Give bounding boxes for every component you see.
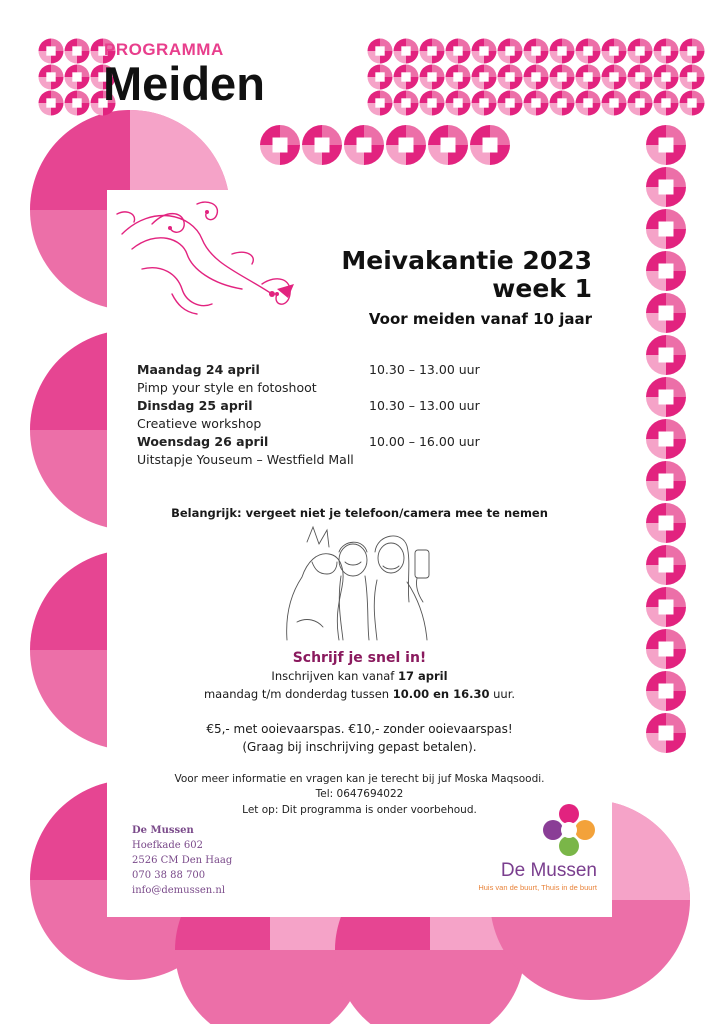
schedule-time: 10.30 – 13.00 uur [369,398,480,413]
flyer-card [107,190,612,917]
logo-name: De Mussen [500,860,597,881]
girls-selfie-illustration [257,522,447,642]
signup-times: 10.00 en 16.30 [392,687,490,701]
pattern-tile [654,91,679,116]
schedule-day: Maandag 24 april [137,362,260,377]
event-title: Meivakantie 2023 [341,246,592,275]
signup-line-2-suffix: uur. [493,687,516,701]
pattern-tile [576,39,601,64]
pattern-tile [428,125,468,165]
signup-date: 17 april [398,669,448,683]
schedule-activity: Uitstapje Youseum – Westfield Mall [137,452,354,467]
pattern-tile [394,39,419,64]
schedule-day: Woensdag 26 april [137,434,269,449]
signup-line-1 [107,669,612,683]
pattern-tile [654,39,679,64]
pattern-tile [576,91,601,116]
pattern-tile [602,91,627,116]
pattern-tile [646,167,686,207]
flourish-ornament [112,194,302,324]
event-subtitle: week 1 [492,274,592,303]
schedule-activity: Pimp your style en fotoshoot [137,380,317,395]
pattern-tile [394,65,419,90]
pattern-tile [602,65,627,90]
pattern-tile [472,39,497,64]
pattern-tile [680,91,705,116]
pattern-tile [420,65,445,90]
disclaimer: Let op: Dit programma is onder voorbehoud. [242,804,477,816]
signup-line-2-text: maandag t/m donderdag tussen [203,687,390,701]
pattern-tile [550,65,575,90]
schedule-time: 10.30 – 13.00 uur [369,362,480,377]
info-line-1: Voor meer informatie en vragen kan je terecht bij juf Moska Maqsoodi. [174,773,545,785]
pattern-tile [646,587,686,627]
programma-label: PROGRAMMA [104,40,224,59]
signup-line-2 [107,687,612,701]
signup-line-1-text: Inschrijven kan vanaf [271,669,395,683]
schedule-time: 10.00 – 16.00 uur [369,434,480,449]
pattern-tile [368,91,393,116]
pattern-tile [65,91,90,116]
pattern-tile [472,91,497,116]
pattern-tile [39,39,64,64]
pattern-tile [576,65,601,90]
pattern-tile [39,91,64,116]
pattern-tile [646,377,686,417]
pattern-tile [602,39,627,64]
pattern-tile [344,125,384,165]
pattern-tile [498,91,523,116]
pattern-tile [646,209,686,249]
schedule-day-row [137,434,577,452]
audience-text: Voor meiden vanaf 10 jaar [368,310,592,328]
price-line-1: €5,- met ooievaarspas. €10,- zonder ooievaarspas! [206,722,513,736]
address-block [132,823,232,898]
pattern-tile [646,503,686,543]
pattern-tile [260,125,300,165]
page-title: Meiden [103,57,265,110]
pattern-tile [446,65,471,90]
pattern-tile [420,91,445,116]
address-email: info@demussen.nl [132,885,226,896]
pattern-tile [368,65,393,90]
pattern-tile [680,39,705,64]
schedule-day: Dinsdag 25 april [137,398,253,413]
pattern-tile [646,335,686,375]
pattern-tile [628,39,653,64]
schedule-day-row [137,362,577,380]
info-phone: Tel: 0647694022 [315,788,404,800]
pattern-tile [654,65,679,90]
schedule-activity: Creatieve workshop [137,416,262,431]
pattern-tile [498,65,523,90]
logo-tagline: Huis van de buurt, Thuis in de buurt [478,883,597,892]
pattern-tile [646,419,686,459]
pattern-tile [302,125,342,165]
pattern-tile [498,39,523,64]
pattern-tile [628,65,653,90]
pattern-tile [550,39,575,64]
pattern-tile [646,545,686,585]
address-street: Hoefkade 602 [132,840,203,851]
pattern-tile [65,39,90,64]
pattern-tile [646,629,686,669]
address-name: De Mussen [132,825,194,836]
address-city: 2526 CM Den Haag [132,855,233,866]
pattern-tile [386,125,426,165]
pattern-tile [394,91,419,116]
pattern-tile [680,65,705,90]
signup-heading: Schrijf je snel in! [292,650,427,666]
de-mussen-logo-icon [542,803,596,857]
pattern-tile [39,65,64,90]
pattern-tile [420,39,445,64]
pattern-tile [628,91,653,116]
pattern-tile [646,713,686,753]
pattern-tile [368,39,393,64]
pattern-tile [472,65,497,90]
pattern-tile [646,461,686,501]
address-phone: 070 38 88 700 [132,870,206,881]
pattern-tile [524,39,549,64]
pattern-tile [524,91,549,116]
schedule-day-row [137,398,577,416]
pattern-tile [550,91,575,116]
pattern-tile [646,251,686,291]
pattern-tile [646,293,686,333]
price-line-2: (Graag bij inschrijving gepast betalen). [242,740,477,754]
pattern-tile [470,125,510,165]
pattern-tile [646,671,686,711]
pattern-tile [646,125,686,165]
pattern-tile [524,65,549,90]
pattern-tile [446,39,471,64]
pattern-tile [65,65,90,90]
pattern-tile [446,91,471,116]
schedule-list [137,362,577,470]
important-note: Belangrijk: vergeet niet je telefoon/camera mee te nemen [171,506,548,520]
